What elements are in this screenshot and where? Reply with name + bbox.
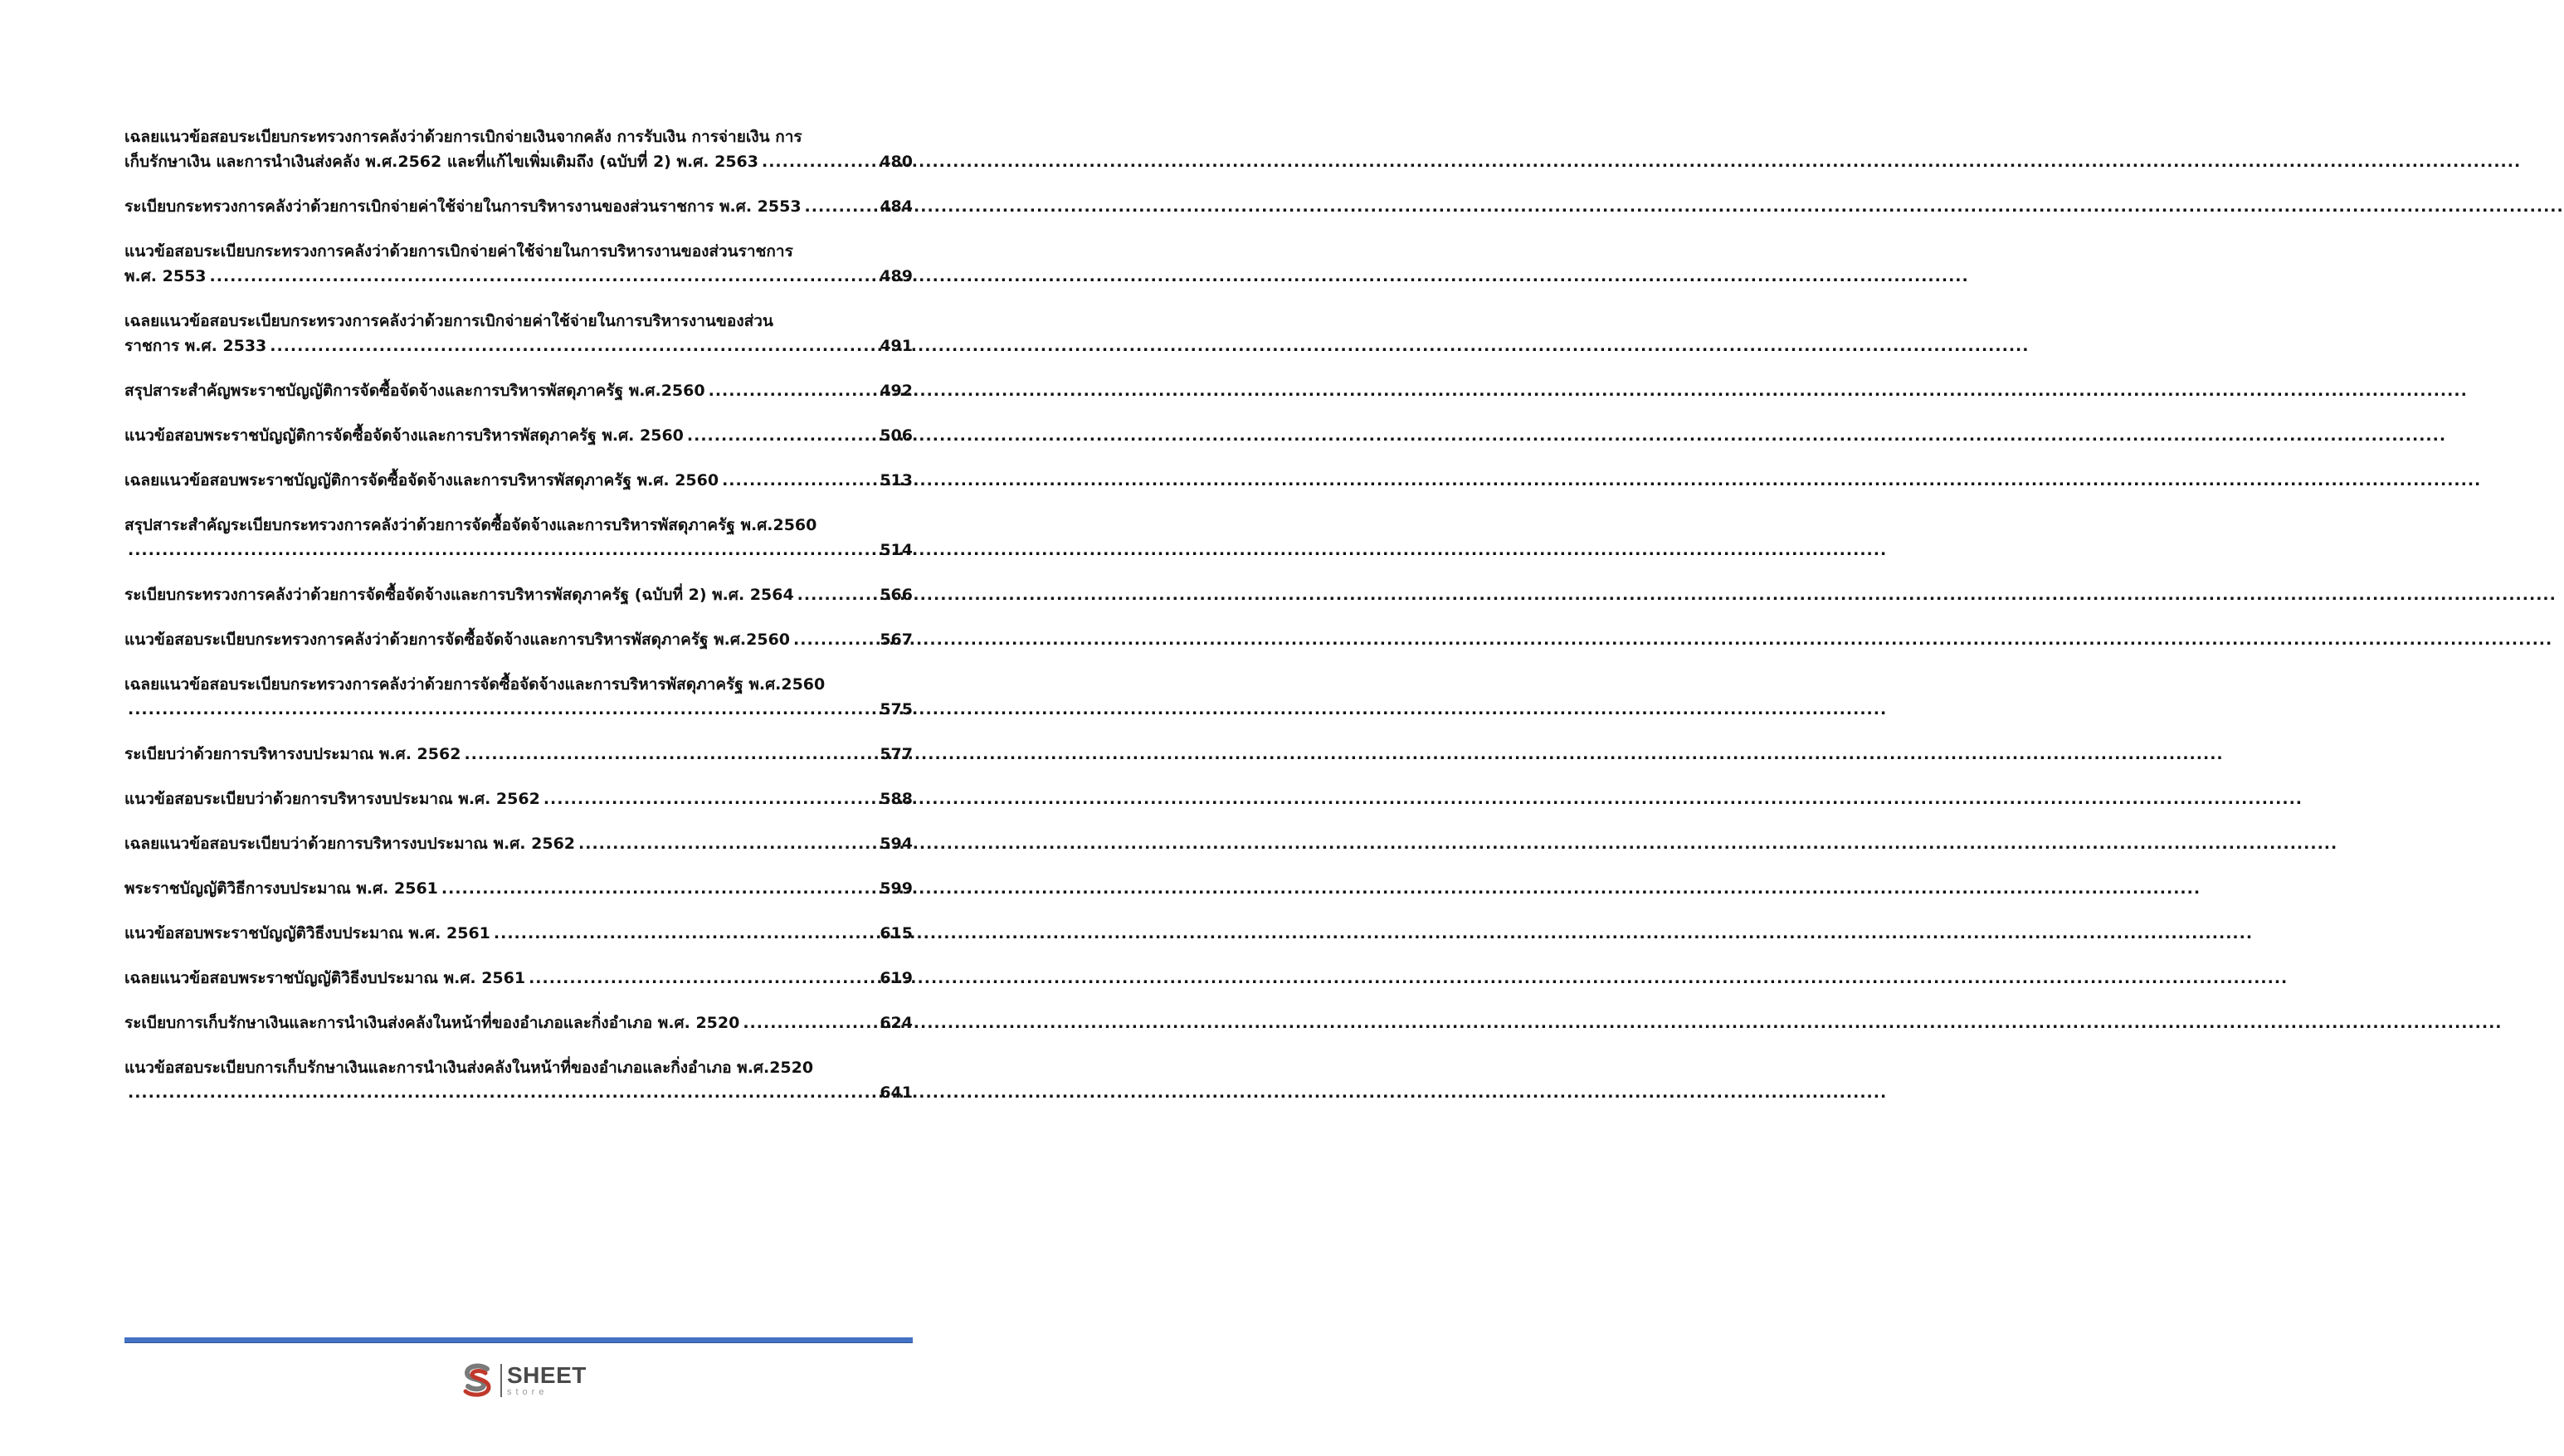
dot-leader bbox=[544, 786, 877, 811]
toc-entry-line bbox=[124, 831, 913, 856]
toc-entry-line bbox=[124, 742, 913, 767]
toc-entry[interactable] bbox=[124, 1055, 913, 1105]
toc-entry-title: ราชการ พ.ศ. 2533 bbox=[124, 337, 267, 355]
toc-entry-line bbox=[124, 149, 913, 174]
toc-entry[interactable] bbox=[124, 742, 913, 767]
logo-wordmark bbox=[507, 1364, 587, 1397]
toc-entry[interactable] bbox=[124, 966, 913, 991]
toc-entry-page-number: 641 bbox=[880, 1083, 913, 1102]
sheet-store-s-icon bbox=[459, 1362, 495, 1399]
table-of-contents bbox=[124, 124, 913, 1125]
toc-entry-title-line: เฉลยแนวข้อสอบระเบียบกระทรวงการคลังว่าด้วยการเบิกจ่ายเงินจากคลัง การรับเงิน การจ่ายเงิน การ bbox=[124, 128, 802, 146]
dot-leader bbox=[210, 264, 877, 289]
dot-leader bbox=[441, 876, 876, 901]
toc-entry-title: สรุปสาระสำคัญพระราชบัญญัติการจัดซื้อจัดจ้างและการบริหารพัสดุภาครัฐ พ.ศ.2560 bbox=[124, 382, 705, 400]
toc-entry-title-line: สรุปสาระสำคัญระเบียบกระทรวงการคลังว่าด้วยการจัดซื้อจัดจ้างและการบริหารพัสดุภาครัฐ พ.ศ.2560 bbox=[124, 516, 817, 534]
dot-leader bbox=[529, 966, 876, 991]
toc-entry-line bbox=[124, 786, 913, 811]
toc-entry-line bbox=[124, 876, 913, 901]
toc-entry-page-number: 567 bbox=[880, 631, 913, 649]
dot-leader bbox=[128, 538, 876, 562]
toc-entry-page-number: 480 bbox=[880, 153, 913, 171]
dot-leader bbox=[687, 423, 876, 448]
toc-entry[interactable] bbox=[124, 831, 913, 856]
toc-entry-page-number: 588 bbox=[880, 790, 913, 808]
toc-entry[interactable] bbox=[124, 239, 913, 289]
toc-entry-title: ระเบียบกระทรวงการคลังว่าด้วยการเบิกจ่ายค่าใช้จ่ายในการบริหารงานของส่วนราชการ พ.ศ. 2553 bbox=[124, 197, 802, 216]
toc-entry-page-number: 619 bbox=[880, 969, 913, 987]
toc-entry-title: เฉลยแนวข้อสอบพระราชบัญญัติการจัดซื้อจัดจ้างและการบริหารพัสดุภาครัฐ พ.ศ. 2560 bbox=[124, 471, 719, 489]
toc-entry-line bbox=[124, 423, 913, 448]
toc-entry-title: เฉลยแนวข้อสอบพระราชบัญญัติวิธีงบประมาณ พ.ศ. 2561 bbox=[124, 969, 526, 987]
toc-entry[interactable] bbox=[124, 627, 913, 652]
toc-entry-page-number: 514 bbox=[880, 541, 913, 559]
dot-leader bbox=[709, 378, 877, 403]
dot-leader bbox=[797, 582, 877, 607]
toc-entry-line bbox=[124, 627, 913, 652]
toc-entry-title: แนวข้อสอบพระราชบัญญัติวิธีงบประมาณ พ.ศ. 2561 bbox=[124, 924, 490, 942]
toc-entry[interactable] bbox=[124, 194, 913, 219]
toc-entry-title: ระเบียบกระทรวงการคลังว่าด้วยการจัดซื้อจัดจ้างและการบริหารพัสดุภาครัฐ (ฉบับที่ 2) พ.ศ. 2564 bbox=[124, 586, 794, 604]
toc-entry[interactable] bbox=[124, 1010, 913, 1035]
dot-leader bbox=[578, 831, 876, 856]
toc-entry-page-number: 624 bbox=[880, 1014, 913, 1032]
toc-entry-line bbox=[124, 582, 913, 607]
dot-leader bbox=[464, 742, 876, 767]
toc-entry-line bbox=[124, 194, 913, 219]
toc-entry-line bbox=[124, 1080, 913, 1105]
dot-leader bbox=[805, 194, 877, 219]
toc-entry-page-number: 577 bbox=[880, 745, 913, 763]
dot-leader bbox=[270, 334, 876, 358]
sheet-store-logo bbox=[459, 1359, 587, 1402]
toc-entry-title: ระเบียบว่าด้วยการบริหารงบประมาณ พ.ศ. 2562 bbox=[124, 745, 461, 763]
toc-entry-title: เฉลยแนวข้อสอบระเบียบว่าด้วยการบริหารงบประมาณ พ.ศ. 2562 bbox=[124, 835, 576, 853]
toc-entry[interactable] bbox=[124, 513, 913, 562]
toc-entry-title: พ.ศ. 2553 bbox=[124, 267, 207, 285]
logo-word: SHEET bbox=[507, 1362, 587, 1388]
dot-leader bbox=[793, 627, 876, 652]
toc-entry-page-number: 594 bbox=[880, 835, 913, 853]
toc-entry[interactable] bbox=[124, 921, 913, 946]
toc-entry-title-line: เฉลยแนวข้อสอบระเบียบกระทรวงการคลังว่าด้วยการเบิกจ่ายค่าใช้จ่ายในการบริหารงานของส่วน bbox=[124, 312, 773, 330]
toc-entry-page-number: 484 bbox=[880, 197, 913, 216]
toc-entry-page-number: 491 bbox=[880, 337, 913, 355]
toc-entry[interactable] bbox=[124, 468, 913, 493]
dot-leader bbox=[128, 1080, 876, 1105]
toc-entry[interactable] bbox=[124, 309, 913, 358]
toc-entry-line bbox=[124, 468, 913, 493]
toc-entry[interactable] bbox=[124, 786, 913, 811]
toc-entry-line bbox=[124, 697, 913, 722]
toc-entry-page-number: 492 bbox=[880, 382, 913, 400]
toc-entry-line bbox=[124, 1010, 913, 1035]
toc-entry-title: เก็บรักษาเงิน และการนำเงินส่งคลัง พ.ศ.2562 และที่แก้ไขเพิ่มเติมถึง (ฉบับที่ 2) พ.ศ. 2563 bbox=[124, 153, 758, 171]
toc-entry-title-line: เฉลยแนวข้อสอบระเบียบกระทรวงการคลังว่าด้วยการจัดซื้อจัดจ้างและการบริหารพัสดุภาครัฐ พ.ศ.2560 bbox=[124, 675, 826, 694]
toc-entry-page-number: 615 bbox=[880, 924, 913, 942]
toc-entry-title: แนวข้อสอบระเบียบกระทรวงการคลังว่าด้วยการจัดซื้อจัดจ้างและการบริหารพัสดุภาครัฐ พ.ศ.2560 bbox=[124, 631, 791, 649]
toc-entry[interactable] bbox=[124, 378, 913, 403]
toc-entry[interactable] bbox=[124, 124, 913, 174]
toc-entry-line bbox=[124, 264, 913, 289]
toc-entry-title: ระเบียบการเก็บรักษาเงินและการนำเงินส่งคลังในหน้าที่ของอำเภอและกิ่งอำเภอ พ.ศ. 2520 bbox=[124, 1014, 740, 1032]
toc-entry-page-number: 575 bbox=[880, 700, 913, 718]
toc-entry-line bbox=[124, 334, 913, 358]
toc-entry-title-line: แนวข้อสอบระเบียบการเก็บรักษาเงินและการนำเงินส่งคลังในหน้าที่ของอำเภอและกิ่งอำเภอ พ.ศ.2520 bbox=[124, 1059, 814, 1077]
toc-entry-title: พระราชบัญญัติวิธีการงบประมาณ พ.ศ. 2561 bbox=[124, 879, 438, 898]
toc-entry-title: แนวข้อสอบพระราชบัญญัติการจัดซื้อจัดจ้างและการบริหารพัสดุภาครัฐ พ.ศ. 2560 bbox=[124, 426, 684, 445]
toc-entry-page-number: 599 bbox=[880, 879, 913, 898]
toc-entry-title-line: แนวข้อสอบระเบียบกระทรวงการคลังว่าด้วยการเบิกจ่ายค่าใช้จ่ายในการบริหารงานของส่วนราชการ bbox=[124, 242, 793, 261]
toc-entry-line bbox=[124, 921, 913, 946]
logo-subword: store bbox=[507, 1387, 548, 1397]
toc-entry-title: แนวข้อสอบระเบียบว่าด้วยการบริหารงบประมาณ พ.ศ. 2562 bbox=[124, 790, 540, 808]
dot-leader bbox=[722, 468, 876, 493]
footer-divider bbox=[124, 1337, 913, 1343]
toc-entry-page-number: 506 bbox=[880, 426, 913, 445]
toc-entry-line bbox=[124, 538, 913, 562]
dot-leader bbox=[743, 1010, 876, 1035]
logo-separator bbox=[500, 1364, 502, 1397]
toc-entry-page-number: 513 bbox=[880, 471, 913, 489]
dot-leader bbox=[494, 921, 876, 946]
toc-entry-page-number: 566 bbox=[880, 586, 913, 604]
toc-entry-line bbox=[124, 378, 913, 403]
dot-leader bbox=[128, 697, 876, 722]
toc-entry-line bbox=[124, 966, 913, 991]
toc-entry[interactable] bbox=[124, 876, 913, 901]
toc-entry[interactable] bbox=[124, 423, 913, 448]
toc-entry-page-number: 489 bbox=[880, 267, 913, 285]
toc-entry[interactable] bbox=[124, 582, 913, 607]
toc-entry[interactable] bbox=[124, 672, 913, 722]
dot-leader bbox=[762, 149, 876, 174]
